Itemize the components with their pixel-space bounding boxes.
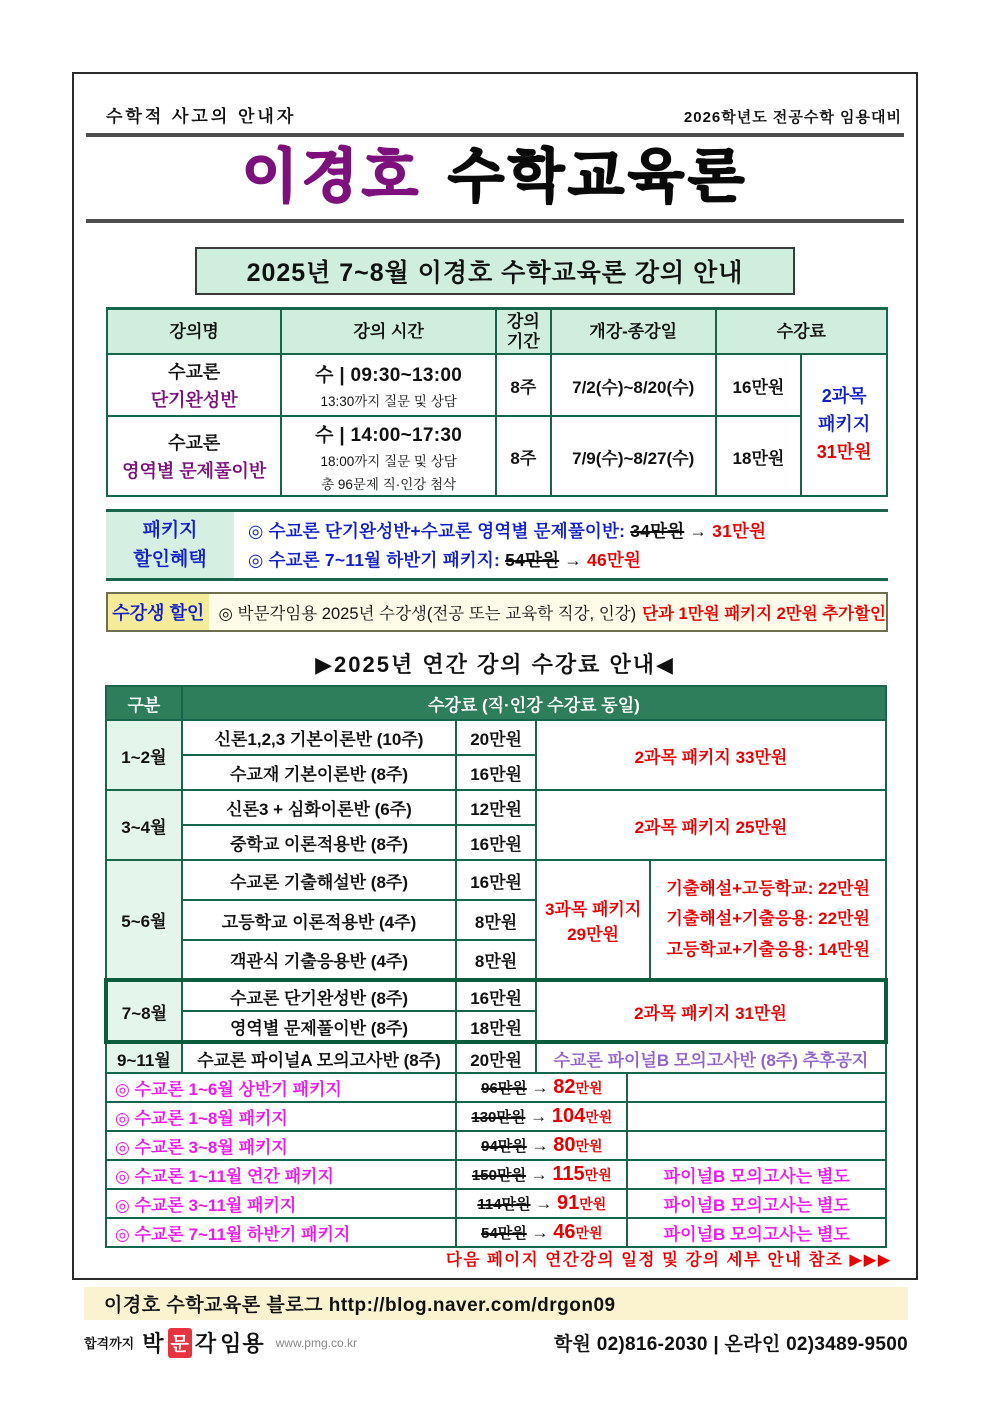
fee-cell: 20만원: [456, 720, 536, 755]
package-note: [627, 1073, 886, 1102]
package-discount-body: [234, 512, 888, 578]
package-line-1: 3과목 패키지: [544, 899, 642, 919]
new-price: 31만원: [712, 521, 767, 542]
package-price-cell: [801, 354, 887, 496]
month-cell: 7~8월: [106, 980, 182, 1042]
course-time: 수 | 09:30~13:00: [315, 365, 463, 387]
old-price: 96만원: [481, 1080, 527, 1098]
old-price: 150만원: [471, 1167, 526, 1185]
footer: [84, 1327, 908, 1358]
combo-price: 기출해설+고등학교: 22만원: [666, 878, 870, 898]
package-price-cell: [456, 1102, 627, 1131]
course-name-cell: 수교론 기출해설반 (8주): [182, 860, 456, 900]
package-note: 파이널B 모의고사는 별도: [627, 1218, 886, 1247]
package-discount-label-line1: 패키지: [142, 519, 198, 541]
blog-url-text: 이경호 수학교육론 블로그 http://blog.naver.com/drgon09: [104, 1295, 616, 1316]
course-subname: 영역별 문제풀이반: [122, 461, 267, 482]
table-row: [106, 1042, 886, 1073]
old-price: 94만원: [481, 1138, 527, 1156]
old-price: 34만원: [630, 521, 685, 542]
new-price: 115: [552, 1163, 585, 1186]
subject-title: 수학교육론: [447, 144, 749, 209]
new-price-unit: 만원: [575, 1225, 603, 1242]
student-discount-label: 수강생 할인: [108, 594, 209, 630]
arrow: →: [531, 1078, 549, 1098]
logo-char-bak: 박: [142, 1331, 165, 1356]
course-duration: 8주: [496, 416, 551, 496]
new-price: 82: [553, 1076, 576, 1099]
page-title: [74, 137, 916, 219]
package-discount-item: [248, 518, 888, 543]
package-line-2: 29만원: [567, 924, 619, 944]
new-price: 46: [553, 1221, 576, 1244]
fee-cell: 8만원: [456, 940, 536, 980]
package-note: 파이널B 모의고사는 별도: [627, 1160, 886, 1189]
arrow: →: [689, 521, 708, 542]
student-discount-highlight: 단과 1만원 패키지 2만원 추가할인: [642, 605, 886, 624]
package-discount-block: [106, 509, 888, 581]
old-price: 114만원: [477, 1196, 531, 1214]
fee-cell: 20만원: [456, 1042, 536, 1073]
table-row: [106, 790, 886, 825]
package-name: ◎ 수교론 1~6월 상반기 패키지: [106, 1073, 456, 1102]
fee-cell: 12만원: [456, 790, 536, 825]
next-page-note: 다음 페이지 연간강의 일정 및 강의 세부 안내 참조 ▶▶▶: [445, 1251, 892, 1269]
course-time-cell: [281, 416, 495, 496]
package-name: ◎ 수교론 1~8월 패키지: [106, 1102, 456, 1131]
course-time-note: 13:30까지 질문 및 상담: [320, 394, 457, 410]
blog-bar: [84, 1287, 908, 1320]
course-banner: 2025년 7~8월 이경호 수학교육론 강의 안내: [195, 247, 795, 295]
package-name: ◎ 수교론 7~11월 하반기 패키지: [106, 1218, 456, 1247]
fee-cell: 16만원: [456, 825, 536, 860]
new-price-unit: 만원: [579, 1196, 607, 1213]
new-price: 104: [551, 1105, 586, 1128]
package-name: ◎ 수교론 1~11월 연간 패키지: [106, 1160, 456, 1189]
col-header-time: 강의 시간: [281, 309, 495, 355]
course-table-header-row: [107, 309, 887, 355]
course-name: 수교론: [168, 433, 221, 454]
col-header-duration: 강의 기간: [496, 309, 551, 355]
fee-cell: 16만원: [456, 755, 536, 790]
arrow: →: [530, 1107, 548, 1127]
new-price-unit: 만원: [585, 1109, 613, 1126]
package-note: [627, 1102, 886, 1131]
package-note: [627, 1131, 886, 1160]
month-cell: 5~6월: [106, 860, 182, 980]
discount-text: ◎ 수교론 단기완성반+수교론 영역별 문제풀이반:: [248, 521, 626, 542]
package-price-cell: [456, 1218, 627, 1247]
annual-table-header-row: [106, 686, 886, 720]
course-dates: 7/9(수)~8/27(수): [551, 416, 716, 496]
package-discount-label-line2: 할인혜택: [133, 549, 207, 571]
package-line-1: 2과목: [821, 386, 867, 407]
publisher-logo: [84, 1327, 357, 1358]
group-package-cell: 2과목 패키지 25만원: [536, 790, 886, 860]
exam-target-label: 2026학년도 전공수학 임용대비: [683, 109, 902, 126]
course-name-cell: 객관식 기출응용반 (4주): [182, 940, 456, 980]
combo-price-cell: [650, 860, 886, 980]
course-name-cell: 수교재 기본이론반 (8주): [182, 755, 456, 790]
col-header-category: 구분: [106, 686, 182, 720]
package-row: [106, 1189, 886, 1218]
annual-section-title: ▶2025년 연간 강의 수강료 안내◀: [315, 652, 675, 678]
package-row: [106, 1131, 886, 1160]
new-price: 46만원: [587, 550, 642, 571]
double-rule-bottom: [86, 219, 904, 223]
fee-cell: 16만원: [456, 980, 536, 1011]
course-name-cell: 수교론 단기완성반 (8주): [182, 980, 456, 1011]
combo-price: 기출해설+기출응용: 22만원: [666, 909, 870, 929]
table-row-highlighted: [106, 980, 886, 1011]
package-note: 파이널B 모의고사는 별도: [627, 1189, 886, 1218]
masthead: [106, 102, 902, 127]
arrow: →: [530, 1165, 548, 1185]
course-dates: 7/2(수)~8/20(수): [551, 354, 716, 416]
package-price-cell: [456, 1189, 627, 1218]
package-price-cell: [456, 1160, 627, 1189]
logo-prefix-text: 합격까지: [84, 1336, 135, 1351]
contact-phones: 학원 02)816-2030 | 온라인 02)3489-9500: [553, 1334, 908, 1355]
course-name: 수교론: [168, 362, 221, 383]
course-name-cell: 중학교 이론적용반 (8주): [182, 825, 456, 860]
arrow: →: [564, 550, 582, 571]
group-package-cell: 2과목 패키지 31만원: [536, 980, 886, 1042]
logo-red-square: 문: [168, 1328, 192, 1358]
month-cell: 1~2월: [106, 720, 182, 790]
month-cell: 9~11월: [106, 1042, 182, 1073]
col-header-fee: 수강료: [716, 309, 887, 355]
course-name-cell: 신론1,2,3 기본이론반 (10주): [182, 720, 456, 755]
package-row: [106, 1160, 886, 1189]
course-name-cell: [107, 354, 281, 416]
course-name-cell: 수교론 파이널A 모의고사반 (8주): [182, 1042, 456, 1073]
arrow: →: [531, 1136, 549, 1156]
col-header-course-name: 강의명: [107, 309, 281, 355]
month-cell: 3~4월: [106, 790, 182, 860]
col-header-dates: 개강-종강일: [551, 309, 716, 355]
course-name-cell: 영역별 문제풀이반 (8주): [182, 1011, 456, 1042]
arrow: →: [531, 1223, 549, 1243]
package-line-2: 패키지: [818, 414, 871, 435]
finalB-note-cell: 수교론 파이널B 모의고사반 (8주) 추후공지: [536, 1042, 886, 1073]
table-row: [106, 720, 886, 755]
course-name-cell: [107, 416, 281, 496]
package-discount-item: [248, 547, 888, 572]
old-price: 130만원: [471, 1109, 526, 1127]
new-price: 80: [553, 1134, 576, 1157]
fee-cell: 18만원: [456, 1011, 536, 1042]
course-time-note: 총 96문제 직·인강 첨삭: [321, 476, 457, 492]
course-time: 수 | 14:00~17:30: [315, 424, 463, 446]
new-price-unit: 만원: [575, 1080, 603, 1097]
course-name-cell: 고등학교 이론적용반 (4주): [182, 900, 456, 940]
package-row: [106, 1218, 886, 1247]
course-fee: 16만원: [716, 354, 802, 416]
course-row: [107, 416, 887, 496]
package-line-3: 31만원: [816, 442, 872, 463]
logo-suffix-text: 임용: [220, 1331, 265, 1356]
course-time-cell: [281, 354, 495, 416]
group-package-cell: [536, 860, 650, 980]
package-discount-label: [106, 512, 234, 578]
course-fee: 18만원: [716, 416, 802, 496]
main-border-box: [72, 72, 918, 1280]
publisher-url: www.pmg.co.kr: [275, 1335, 357, 1350]
arrow: →: [535, 1194, 553, 1214]
old-price: 54만원: [505, 550, 560, 571]
course-name-cell: 신론3 + 심화이론반 (6주): [182, 790, 456, 825]
discount-text: ◎ 수교론 7~11월 하반기 패키지:: [248, 550, 501, 571]
package-name: ◎ 수교론 3~8월 패키지: [106, 1131, 456, 1160]
new-price-unit: 만원: [575, 1138, 603, 1155]
course-subname: 단기완성반: [150, 390, 238, 411]
group-package-cell: 2과목 패키지 33만원: [536, 720, 886, 790]
package-row: [106, 1102, 886, 1131]
course-table: [106, 307, 888, 497]
fee-cell: 8만원: [456, 900, 536, 940]
table-row: [106, 860, 886, 900]
new-price: 91: [557, 1192, 580, 1215]
student-discount-body: [209, 594, 886, 630]
package-name: ◎ 수교론 3~11월 패키지: [106, 1189, 456, 1218]
logo-char-gak: 각: [194, 1331, 218, 1356]
package-price-cell: [456, 1131, 627, 1160]
course-time-note: 18:00까지 질문 및 상담: [320, 453, 457, 469]
student-discount-row: [106, 592, 888, 632]
combo-price: 고등학교+기출응용: 14만원: [666, 939, 870, 959]
course-row: [107, 354, 887, 416]
masthead-tagline: 수학적 사고의 안내자: [106, 107, 297, 126]
course-duration: 8주: [496, 354, 551, 416]
col-header-annual-fee: 수강료 (직·인강 수강료 동일): [182, 686, 886, 720]
package-price-cell: [456, 1073, 627, 1102]
fee-cell: 16만원: [456, 860, 536, 900]
annual-fee-table: [104, 685, 888, 1248]
new-price-unit: 만원: [584, 1167, 612, 1184]
student-discount-text: ◎ 박문각임용 2025년 수강생(전공 또는 교육학 직강, 인강): [218, 605, 637, 624]
package-row: [106, 1073, 886, 1102]
instructor-name: 이경호: [241, 144, 422, 209]
old-price: 54만원: [481, 1225, 527, 1243]
